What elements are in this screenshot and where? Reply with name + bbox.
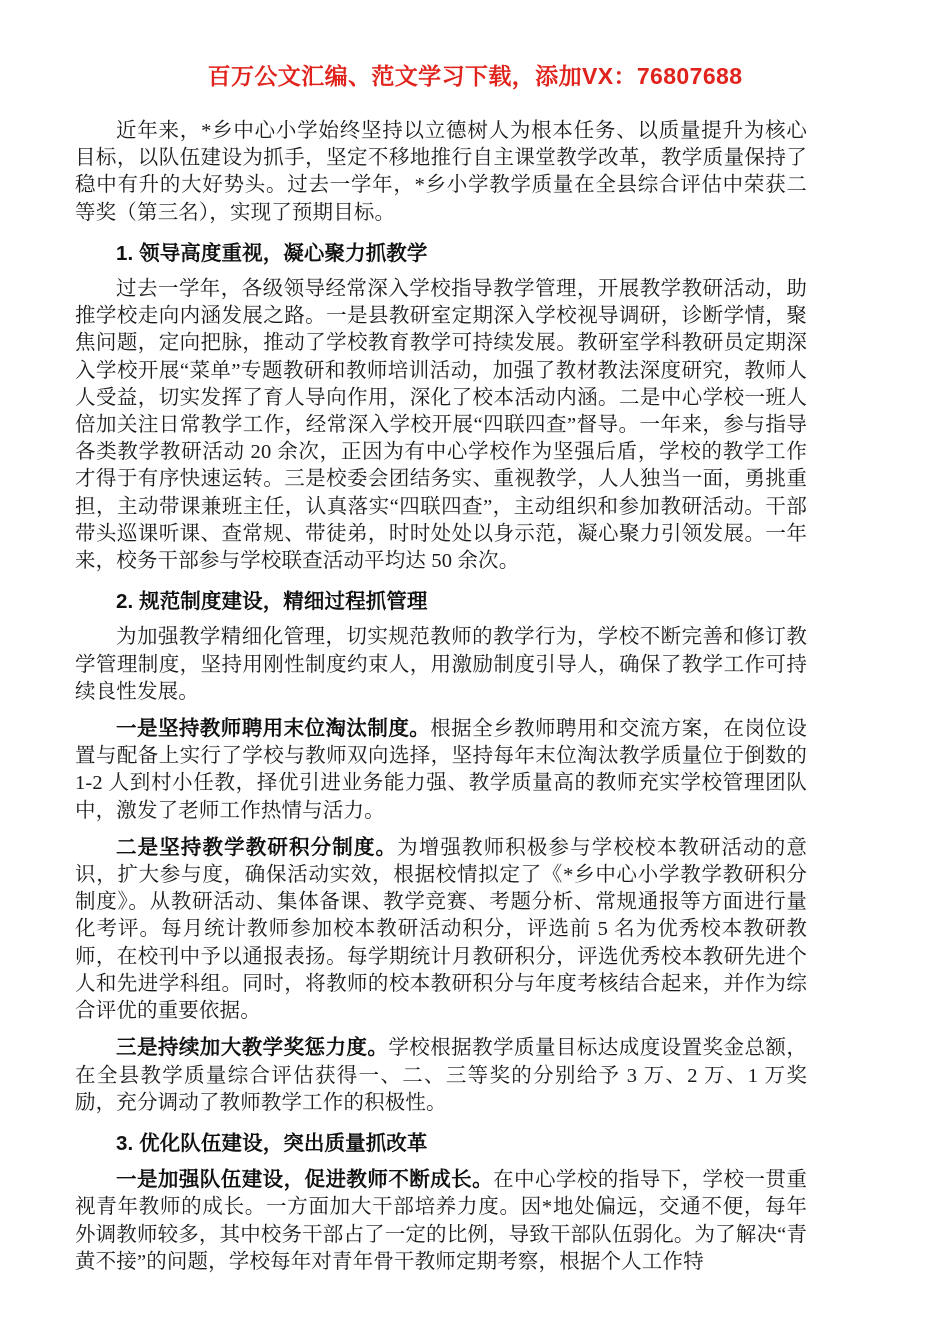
item-lead-in: 一是加强队伍建设，促进教师不断成长。	[116, 1168, 494, 1192]
spacer	[75, 825, 807, 834]
spacer	[75, 706, 807, 715]
section-2-item-3	[75, 1034, 807, 1117]
section-heading-2: 2. 规范制度建设，精细过程抓管理	[116, 590, 428, 614]
intro-paragraph: 近年来，*乡中心小学始终坚持以立德树人为根本任务、以质量提升为核心目标，以队伍建设为抓手，坚定不移地推行自主课堂教学改革，教学质量保持了稳中有升的大好势头。过去一学年，*乡小学教学质量在全县综合评估中荣获二等奖（第三名），实现了预期目标。	[75, 120, 807, 224]
spacer	[75, 1117, 807, 1130]
spacer	[75, 615, 807, 624]
section-2-paragraph: 为加强教学精细化管理，切实规范教师的教学行为，学校不断完善和修订教学管理制度，坚持用刚性制度约束人，用激励制度引导人，确保了教学工作可持续良性发展。	[75, 626, 807, 703]
spacer	[75, 267, 807, 276]
section-1-paragraph: 过去一学年，各级领导经常深入学校指导教学管理，开展教学教研活动，助推学校走向内涵发展之路。一是县教研室定期深入学校视导调研，诊断学情，聚焦问题，定向把脉，推动了学校教育教学可持续发展。教研室学科教研员定期深入学校开展“菜单”专题教研和教师培训活动，加强了教材教法深度研究，教师人人受益，切实发挥了育人导向作用，深化了校本活动内涵。二是中心学校一班人倍加关注日常教学工作，经常深入学校开展“四联四查”督导。一年来，参与指导各类教学教研活动 20 余次，正因为有中心学校作为坚强后盾，学校的教学工作才得于有序快速运转。三是校委会团结务实、重视教学，人人独当一面，勇挑重担，主动带课兼班主任，认真落实“四联四查”，主动组织和参加教研活动。干部带头巡课听课、查常规、带徒弟，时时处处以身示范，凝心聚力引领发展。一年来，校务干部参与学校联查活动平均达 50 余次。	[75, 278, 807, 573]
document-body	[75, 118, 807, 1276]
item-lead-in: 一是坚持教师聘用末位淘汰制度。	[116, 717, 431, 741]
section-3-item-1	[75, 1166, 807, 1276]
spacer	[75, 575, 807, 588]
spacer	[75, 1025, 807, 1034]
section-2-item-2	[75, 834, 807, 1025]
spacer	[75, 1157, 807, 1166]
item-lead-in: 二是坚持教学教研积分制度。	[116, 835, 398, 859]
section-heading-1: 1. 领导高度重视，凝心聚力抓教学	[116, 241, 428, 265]
item-body: 为增强教师积极参与学校校本教研活动的意识，扩大参与度，确保活动实效，根据校情拟定了《*乡中心小学教学教研积分制度》。从教研活动、集体备课、教学竞赛、考题分析、常规通报等方面进行量化考评。每月统计教师参加校本教研活动积分，评选前 5 名为优秀校本教研教师，在校刊中予以通报表扬。每学期统计月教研积分，评选优秀校本教研先进个人和先进学科组。同时，将教师的校本教研积分与年度考核结合起来，并作为综合评优的重要依据。	[75, 836, 807, 1023]
spacer	[75, 227, 807, 240]
section-2-item-1	[75, 715, 807, 825]
promo-banner: 百万公文汇编、范文学习下载，添加VX：76807688	[207, 63, 743, 89]
item-lead-in: 三是持续加大教学奖惩力度。	[116, 1036, 389, 1060]
item-body: 学校根据教学质量目标达成度设置奖金总额，在全县教学质量综合评估获得一、二、三等奖的分别给予 3 万、2 万、1 万奖励，充分调动了教师教学工作的积极性。	[75, 1037, 807, 1114]
item-body: 根据全乡教师聘用和交流方案，在岗位设置与配备上实行了学校与教师双向选择，坚持每年末位淘汰教学质量位于倒数的 1-2 人到村小任教，择优引进业务能力强、教学质量高的教师充实学校管理团队中，激发了老师工作热情与活力。	[75, 718, 808, 822]
item-body: 在中心学校的指导下，学校一贯重视青年教师的成长。一方面加大干部培养力度。因*地处偏远，交通不便，每年外调教师较多，其中校务干部占了一定的比例，导致干部队伍弱化。为了解决“青黄不接”的问题，学校每年对青年骨干教师定期考察，根据个人工作特	[75, 1169, 808, 1273]
section-heading-3: 3. 优化队伍建设，突出质量抓改革	[116, 1131, 428, 1155]
